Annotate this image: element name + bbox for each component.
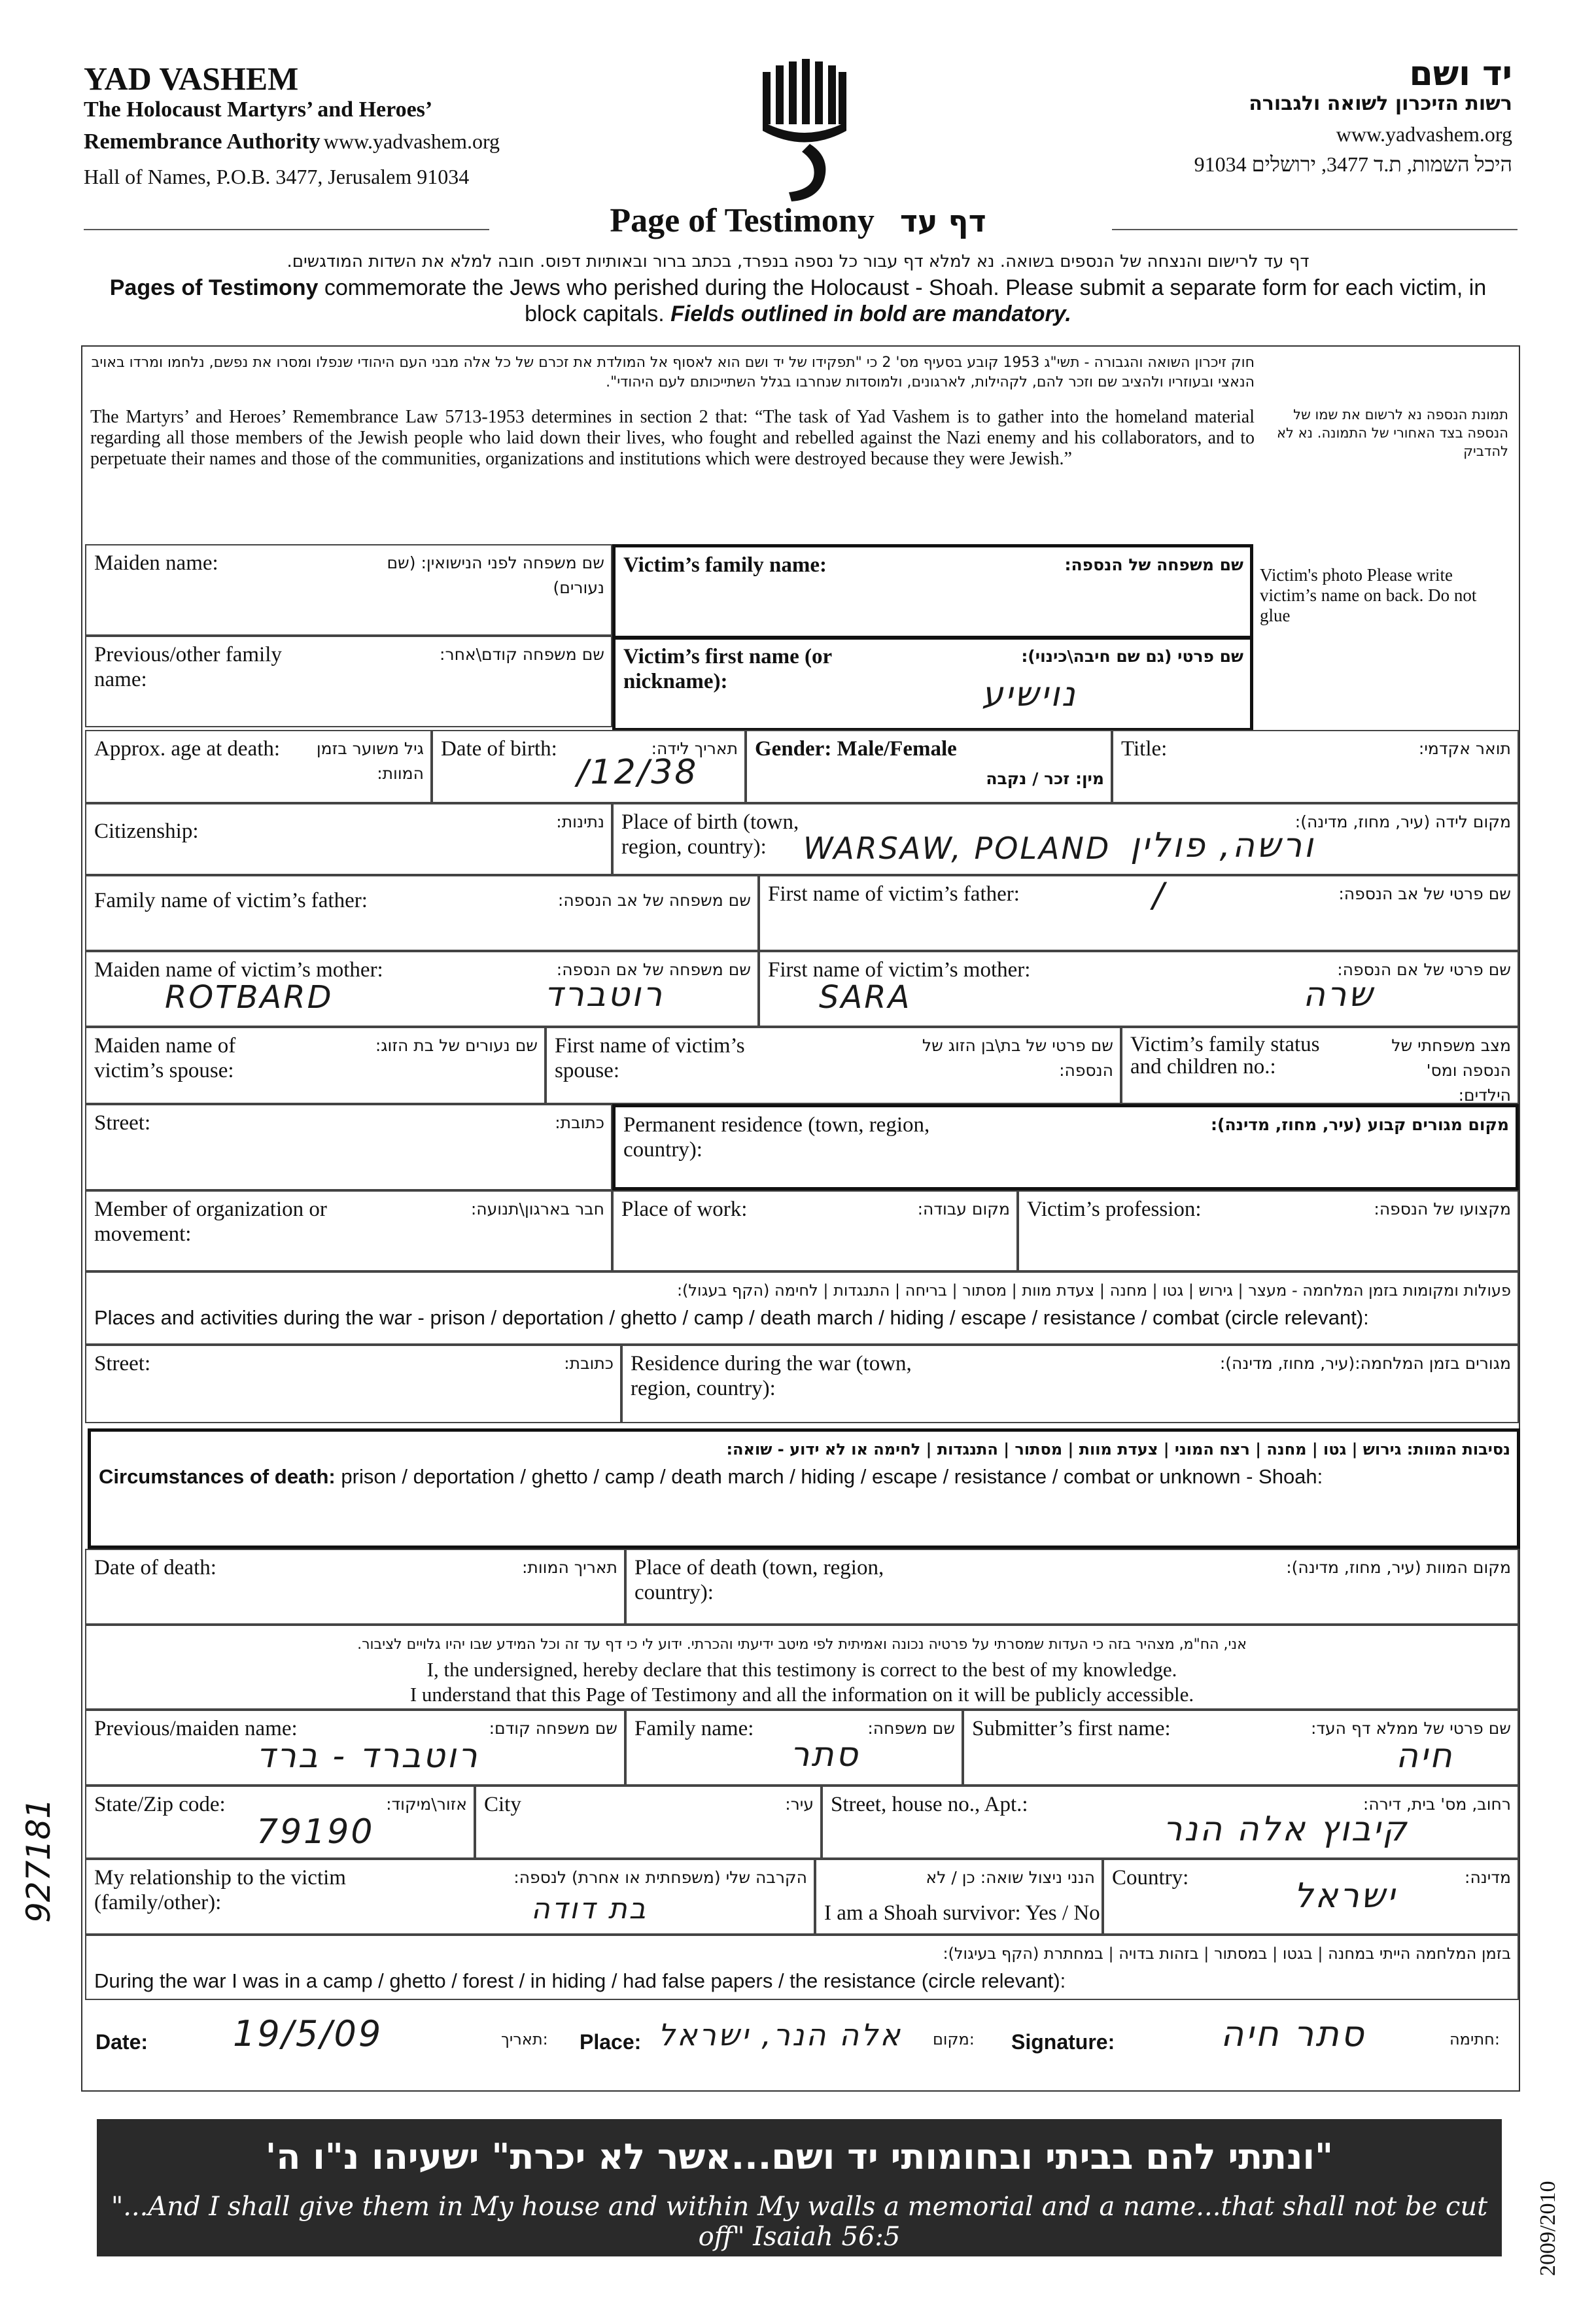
gender-field[interactable]: Gender: Male/Female מין: זכר / נקבה xyxy=(746,730,1112,803)
he-org-line1: רשות הזיכרון לשואה ולגבורה xyxy=(1249,92,1512,115)
he-website: www.yadvashem.org xyxy=(1336,122,1512,146)
yad-vashem-logo xyxy=(759,59,850,203)
previous-name-field[interactable]: Previous/other family name: שם משפחה קודם\אחר: xyxy=(85,636,612,727)
page-title: Page of Testimony דף עד xyxy=(610,202,986,239)
submitter-street-field[interactable]: Street, house no., Apt.: רחוב, מס' בית, דירה: קיבוץ אלה הנר xyxy=(822,1786,1519,1859)
country-value: ישראל xyxy=(1294,1876,1397,1916)
birthplace-field[interactable]: Place of birth (town, region, country): מקום לידה (עיר, מחוז, מדינה): WARSAW, POLAND ורשה, פולין xyxy=(612,803,1519,875)
dob-value: /12/38 xyxy=(577,753,699,792)
city-field[interactable]: City עיר: xyxy=(475,1786,822,1859)
submitter-family-value: סתר xyxy=(790,1735,860,1774)
intro-he: דף עד לרישום והנצחה של הנספים בשואה. נא למלא דף עבור כל נספה בנפרד, בכתב ברור ובאותיות דפוס. חובה למלא את השדות המודגשים. xyxy=(286,252,1310,271)
declaration: אני, הח"מ, מצהיר בזה כי העדות שמסרתי על פרטיה נכונה ואמיתית לפי מיטב ידיעתי והכרתי. ידוע לי כי דף עד זה וכל המידע שבו יהיו גלויים לציבור. I, the undersigned, hereby declare that this testimony is correct to the best of my knowledge. I understand that this Page of Testimony and all the information on it will be publicly accessible. xyxy=(85,1625,1519,1710)
divider xyxy=(1112,229,1518,230)
org-line2: Remembrance Authority xyxy=(84,130,321,154)
submitter-war-field[interactable]: בזמן המלחמה הייתי במחנה | בגטו | במסתור | בזהות בדויה | במחתרת (הקף בעיגול): During the war I was in a camp / ghetto / forest / in hiding / had false papers / the resistance (circle relevant): xyxy=(85,1935,1519,2000)
birthplace-value: WARSAW, POLAND xyxy=(803,831,1111,866)
org-name: YAD VASHEM xyxy=(84,60,299,97)
age-field[interactable]: Approx. age at death: גיל משוער בזמן המוות: xyxy=(85,730,432,803)
mother-maiden-field[interactable]: Maiden name of victim’s mother: שם משפחה של אם הנספה: ROTBARD רוטברד xyxy=(85,951,759,1027)
birthplace-value-he: ורשה, פולין xyxy=(1130,826,1315,865)
organization-field[interactable]: Member of organization or movement: חבר בארגון\תנועה: xyxy=(85,1190,612,1271)
he-org-name: יד ושם xyxy=(1409,54,1512,94)
maiden-name-field[interactable]: Maiden name: שם משפחה לפני הנישואין: (שם נעורים) xyxy=(85,544,612,636)
submitter-prev-name-value: רוטברד - ברד xyxy=(256,1736,479,1776)
signature-value: סתר חיה xyxy=(1221,2013,1366,2054)
form-year: 2009/2010 xyxy=(1536,2181,1560,2276)
banner-en: "...And I shall give them in My house and within My walls a memorial and a name...that shall not be cut off" Isaiah 56:5 xyxy=(111,2192,1488,2252)
relationship-field[interactable]: My relationship to the victim (family/other): הקרבה שלי (משפחתית או אחרת) לנספה: בת דודה xyxy=(85,1859,815,1935)
mother-first-value: SARA xyxy=(819,979,912,1016)
citizenship-field[interactable]: Citizenship: נתינות: xyxy=(85,803,612,875)
submitter-first-value: חיה xyxy=(1396,1736,1454,1776)
signature-row: Date: 19/5/09 תאריך: Place: אלה הנר, ישראל מקום: Signature: סתר חיה חתימה: xyxy=(95,2013,1500,2054)
isaiah-banner xyxy=(97,2119,1502,2256)
mother-first-field[interactable]: First name of victim’s mother: שם פרטי של אם הנספה: SARA שרה xyxy=(759,951,1519,1027)
header-left xyxy=(84,60,500,192)
family-name-field[interactable]: Victim’s family name: שם משפחה של הנספה: xyxy=(612,544,1253,640)
death-place-field[interactable]: Place of death (town, region, country): מקום המוות (עיר, מחוז, מדינה): xyxy=(625,1549,1519,1625)
spouse-maiden-field[interactable]: Maiden name of victim’s spouse: שם נעורים של בת הזוג: xyxy=(85,1027,546,1104)
submitter-family-field[interactable]: Family name: שם משפחה: סתר xyxy=(625,1710,963,1786)
survivor-field[interactable]: הנני ניצול שואה: כן / לא I am a Shoah survivor: Yes / No xyxy=(815,1859,1103,1935)
org-website: www.yadvashem.org xyxy=(323,130,500,153)
header-right xyxy=(1194,54,1512,179)
org-address: Hall of Names, P.O.B. 3477, Jerusalem 91034 xyxy=(84,165,470,188)
family-status-field[interactable]: Victim’s family status and children no.: מצב משפחתי של הנספה ומס' הילדים: xyxy=(1121,1027,1519,1104)
mother-first-value-he: שרה xyxy=(1303,975,1375,1014)
death-date-field[interactable]: Date of death: תאריך המוות: xyxy=(85,1549,625,1625)
father-first-field[interactable]: First name of victim’s father: שם פרטי של אב הנספה: / xyxy=(759,875,1519,951)
intro-en: Pages of Testimony commemorate the Jews who perished during the Holocaust - Shoah. Please submit a separate form for each victim, in block capitals. Fields outlined in bold are mandatory. xyxy=(109,275,1487,326)
spouse-first-field[interactable]: First name of victim’s spouse: שם פרטי של בת\בן הזוג של הנספה: xyxy=(546,1027,1121,1104)
intro-text xyxy=(92,249,1504,327)
banner-he: "ונתתי להם בביתי ובחומותי יד ושם...אשר לא יכרת" ישעיהו נ"ו ה' xyxy=(265,2136,1334,2177)
divider xyxy=(84,229,489,230)
submitter-first-field[interactable]: Submitter’s first name: שם פרטי של ממלא דף העד: חיה xyxy=(963,1710,1519,1786)
testimony-form xyxy=(81,345,1520,2092)
submitter-street-value: קיבוץ אלה הנר xyxy=(1163,1810,1409,1849)
residence-field[interactable]: Permanent residence (town, region, country): מקום מגורים קבוע (עיר, מחוז, מדינה): xyxy=(612,1104,1519,1190)
photo-area[interactable]: תמונת הנספה נא לרשום את שמו של הנספה בצד האחורי של התמונה. נא לא להדביק Victim's photo Please write victim’s name on back. Do not glue xyxy=(1260,407,1508,625)
zip-field[interactable]: State/Zip code: אזור\מיקוד: 79190 xyxy=(85,1786,475,1859)
stamp-number: 927181 xyxy=(20,1798,58,1923)
zip-value: 79190 xyxy=(256,1812,375,1852)
relationship-value: בת דודה xyxy=(531,1892,648,1926)
profession-field[interactable]: Victim’s profession: מקצועו של הנספה: xyxy=(1018,1190,1519,1271)
mother-maiden-value-he: רוטברד xyxy=(544,975,665,1014)
work-field[interactable]: Place of work: מקום עבודה: xyxy=(612,1190,1018,1271)
date-value: 19/5/09 xyxy=(233,2013,383,2054)
war-street-field[interactable]: Street: כתובת: xyxy=(85,1345,621,1423)
war-residence-field[interactable]: Residence during the war (town, region, country): מגורים בזמן המלחמה:(עיר, מחוז, מדינה): xyxy=(621,1345,1519,1423)
title-field[interactable]: Title: תואר אקדמי: xyxy=(1112,730,1519,803)
mother-maiden-value: ROTBARD xyxy=(165,979,334,1016)
country-field[interactable]: Country: מדינה: ישראל xyxy=(1103,1859,1519,1935)
first-name-value: נוישיע xyxy=(982,675,1077,714)
first-name-field[interactable]: Victim’s first name (or nickname): שם פרטי (גם שם חיבה\כינוי): נוישיע xyxy=(612,636,1253,731)
law-text: חוק זיכרון השואה והגבורה - תשי"ג 1953 קובע בסעיף מס' 2 כי "תפקידו של יד ושם הוא לאסוף אל המולדת את זכרם של כל אלה מבני העם היהודי שנפלו ומסרו את נפשם, נלחמו ומרדו באויב הנאצי ובעוזריו ולהציב שם וזכר להם, לקהילות, לארגונים, ולמוסדות שנחרבו בגלל השתייכותם לעם היהודי". The Martyrs’ and Heroes’ Remembrance Law 5713-1953 determines in section 2 that: “The task of Yad Vashem is to gather into the homeland material regarding all those members of the Jewish people who laid down their lives, who fought and rebelled against the Nazi enemy and his collaborators, and to perpetuate their names and those of the communities, organizations and institutions which were destroyed because they were Jewish.” xyxy=(90,354,1255,469)
death-circumstances-field[interactable]: נסיבות המוות: גירוש | גטו | מחנה | רצח המוני | צעדת מוות | מסתור | התנגדות | לחימה או לא ידוע - שואה: Circumstances of death: prison / deportation / ghetto / camp / death march / hiding / escape / resistance / combat or unknown - Shoah: xyxy=(88,1428,1520,1549)
father-family-field[interactable]: Family name of victim’s father: שם משפחה של אב הנספה: xyxy=(85,875,759,951)
street-field[interactable]: Street: כתובת: xyxy=(85,1104,612,1190)
father-first-value: / xyxy=(1153,876,1166,915)
dob-field[interactable]: Date of birth: תאריך לידה: /12/38 xyxy=(432,730,746,803)
submitter-prev-name-field[interactable]: Previous/maiden name: שם משפחה קודם: רוטברד - ברד xyxy=(85,1710,625,1786)
place-value: אלה הנר, ישראל xyxy=(658,2017,902,2052)
he-address: היכל השמות, ת.ד 3477, ירושלים 91034 xyxy=(1194,152,1512,176)
org-line1: The Holocaust Martyrs’ and Heroes’ xyxy=(84,97,433,122)
activities-field[interactable]: פעולות ומקומות בזמן המלחמה - מעצר | גירוש | גטו | מחנה | צעדת מוות | מסתור | בריחה | התנגדות | לחימה (הקף בעגול): Places and activities during the war - prison / deportation / ghetto / camp / death march / hiding / escape / resistance / combat (circle relevant): xyxy=(85,1271,1519,1345)
